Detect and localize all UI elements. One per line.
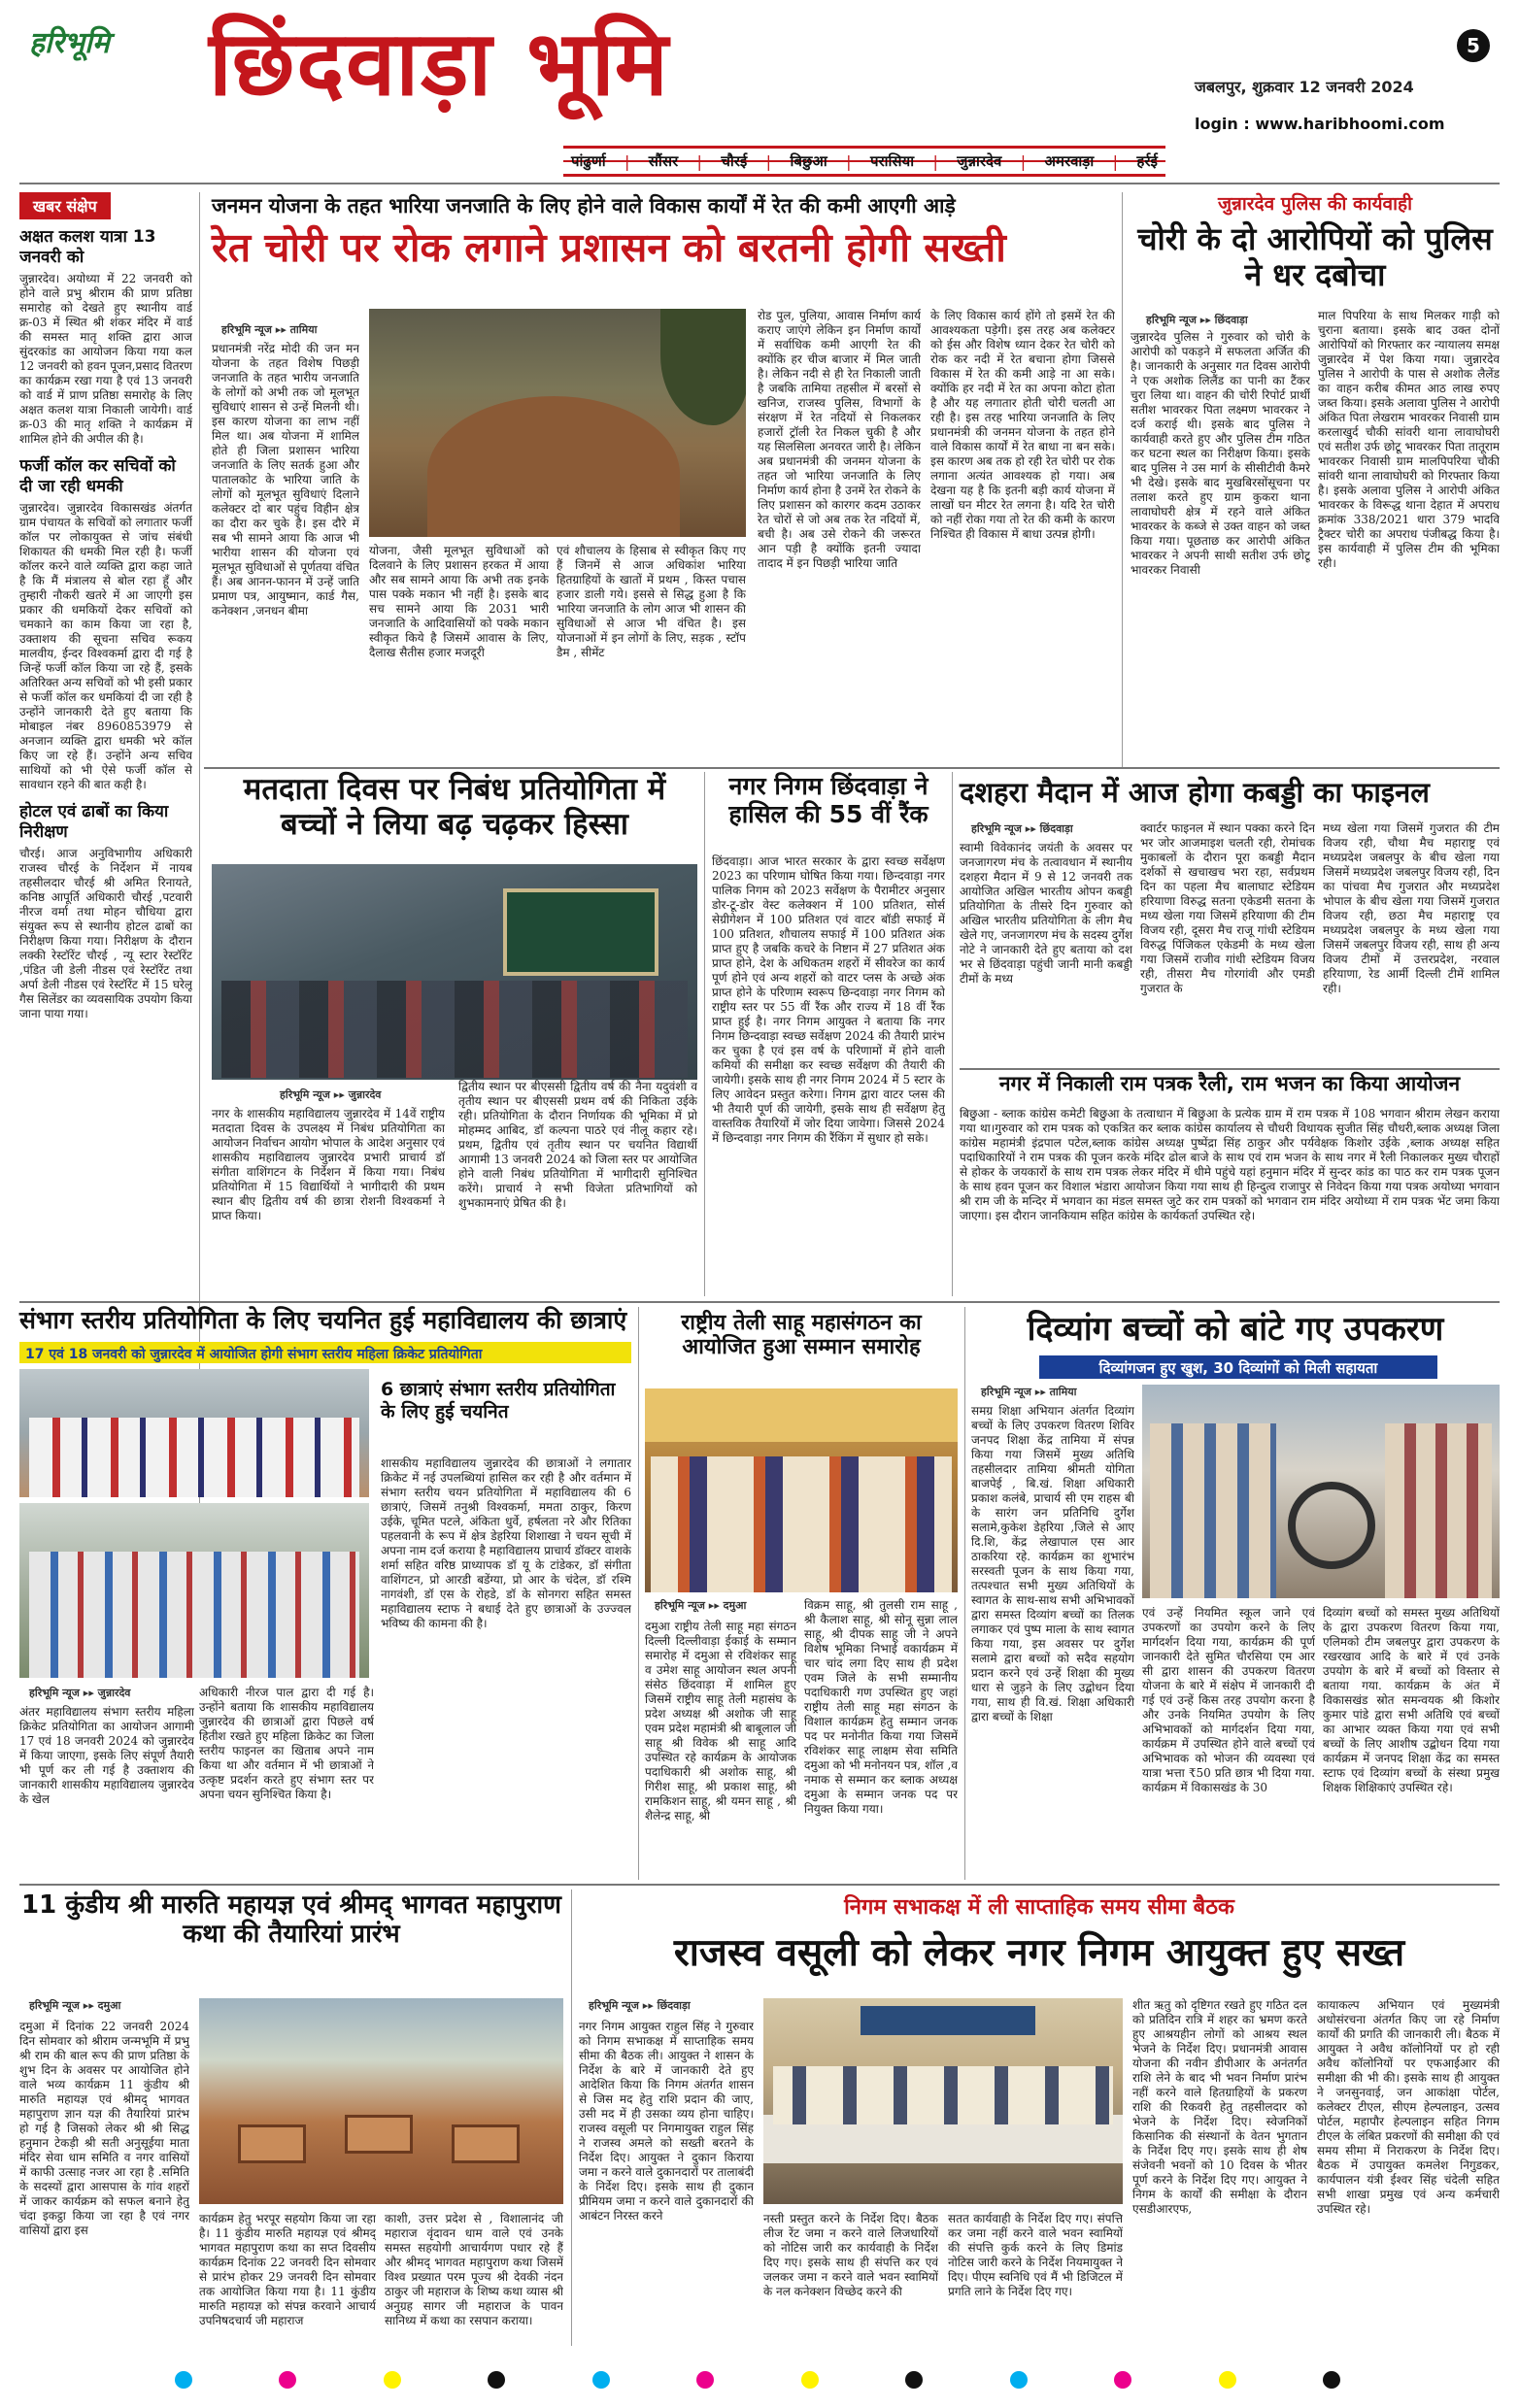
photo-meeting-banner <box>861 2006 1035 2035</box>
masthead <box>0 0 1519 141</box>
photo-students <box>221 981 688 1078</box>
teli-text-col1: दमुआ राष्ट्रीय तेली साहू महा संगठन दिल्ली दिल्लीवाड़ा ईकाई के सम्मान समारोह में दमुआ से रविशंकर साहू व उमेश साहू आयोजन स्थल अपनी संसेठ छिंदवाड़ा में शामिल हुए जिसमें राष्ट्रीय साहू तेली महासंघ के प्रदेश अध्यक्ष श्री अशोक जी साहू एवम प्रदेश महामंत्री श्री बाबूलाल जी साहू श्री विवेक श्री साहू आदि उपस्थित रहे कार्यक्रम के आयोजक पदाधिकारी श्री अशोक साहू, श्री गिरीश साहू, श्री प्रकाश साहू, श्री रामकिशन साहू, श्री यमन साहू , श्री शैलेन्द्र साहू, श्री <box>645 1620 796 1823</box>
column-rule <box>571 1890 572 2346</box>
cricket-text-col1: अंतर महाविद्यालय संभाग स्तरीय महिला क्रिकेट प्रतियोगिता का आयोजन आगामी 17 एवं 18 जनवरी 2024 को जुन्नारदेव में किया जाएगा, इसके लिए संपूर्ण तैयारी भी पूर्ण कर ली गई है उक्ताशय की जानकारी शासकीय महाविद्यालय जुन्नारदेव के खेल <box>19 1705 194 1806</box>
essay-byline: हरिभूमि न्यूज ▸▸ जुन्नारदेव <box>280 1088 382 1101</box>
column-rule <box>1122 192 1123 767</box>
revenue-text-col4: शीत ऋतु को दृष्टिगत रखते हुए गठित दल को प्रतिदिन रात्रि में शहर का भ्रमण करते हुए आश्रयहीन लोगों को आश्रय स्थल भेजने के निर्देश दिए। प्रधानमंत्री आवास योजना की नवीन डीपीआर के अनंतर्गत राशि लेने के बाद भी भवन निर्माण प्रारंभ नहीं करने वाले हितग्राहियों के प्रकरण राशि की रिकवरी हेतु तहसीलदार को भेजने के निर्देश दिए। स्वेजनिकों किसानिक की संस्थानों के वेतन भुगतान के निर्देश दिए गए। इसके साथ ही शेष संजेवनी भवनों को 10 दिवस के भीतर पूर्ण करने के निर्देश दिए गए। आयुक्त ने निगम के कार्यों की समीक्षा के दौरान एसडीआरएफ, <box>1132 1998 1307 2216</box>
cricket-photo-bottom <box>19 1503 369 1678</box>
cricket-photo-top <box>19 1369 369 1497</box>
photo-attendees <box>773 2066 1113 2124</box>
masthead-bottom-rule <box>19 183 1500 184</box>
photo-group <box>651 1456 952 1592</box>
police-headline: चोरी के दो आरोपियों को पुलिस ने धर दबोचा <box>1137 220 1493 293</box>
photo-banner <box>645 1388 958 1442</box>
town-link[interactable]: चौरई <box>721 152 748 170</box>
lead-text-col1: प्रधानमंत्री नरेंद्र मोदी की जन मन योजना के तहत विशेष पिछड़ी जनजाति के तहत भारीय जनजाति के लोगों को अभी तक जो मूलभूत सुविधाएं शासन से उन्हें मिलनी थी। इस कारण योजना का लाभ नहीं मिल था। अब योजना में शामिल होते ही जिला प्रशासन भारिया जनजाति के लिए सतर्क हुआ और पातालकोट के भारिया जाति के लोगों को मूलभूत सुविधाएं दिलाने कलेक्टर दो बार पहुंच विहीन क्षेत्र का दौरा कर चुके है। इस दौरे में सब भी सामने आया कि आज भी भारीया शासन की योजना एवं मूलभूत सुविधाओं से पूर्णतया वंचित हैं। अब आनन-फानन में उन्हें जाति प्रमाण पत्र, आयुष्मान, कार्ड गैस, कनेक्शन ,जनधन बीमा <box>212 342 359 618</box>
brand-logo[interactable]: हरिभूमि <box>29 26 110 60</box>
lead-text-col4: रोड पुल, पुलिया, आवास निर्माण कार्य कराए जाएंगे लेकिन इन निर्माण कार्यों में सर्वाधिक कमी आएगी रेत की क्योंकि हर चीज बाजार में मिल जाती है। लेकिन नदी से ही रेत निकाली जाती है जबकि तामिया तहसील में बरसों से खनिज, राजस्व पुलिस, विभागों के संरक्षण में रेत नदियों से निकलकर हजारों ट्रॉली रेत निकल चुकी है और यह सिलसिला अनवरत जारी है। लेकिन अब प्रधानमंत्री की जनमन योजना के तहत जो भारिया जनजाति के लिए निर्माण कार्य होना है उनमें रेत रोकने के लिए प्रशासन को कारगर कदम उठाकर रेत चोरों से जो अब तक रेत नदियों में, बची है। अब उसे रोकने की जरूरत आन पड़ी है क्योंकि इतनी ज्यादा तादाद में इन पिछड़ी भारिया जाति <box>758 309 921 570</box>
photo-players <box>29 1418 359 1497</box>
row-rule <box>204 767 1500 769</box>
divyang-photo <box>1142 1385 1500 1598</box>
divyang-byline: हरिभूमि न्यूज ▸▸ तामिया <box>981 1386 1077 1398</box>
photo-attendees <box>1385 1423 1492 1598</box>
cricket-headline: संभाग स्तरीय प्रतियोगिता के लिए चयनित हुई महाविद्यालय की छात्राएं <box>19 1306 627 1334</box>
brief-text: चौरई। आज अनुविभागीय अधिकारी राजस्व चौरई के निर्देशन में नायब तहसीलदार चौरई श्री अमित रिनायते, कनिष्ठ आपूर्ति अधिकारी चौरई ,पटवारी नीरज वर्मा तथा मोहन चौधिया द्वारा संयुक्त रूप से स्थानीय होटल ढाबों का निरीक्षण किया गया। निरीक्षण के दौरान लक्की रेस्टॉरेंट चौरई , न्यू स्टार रेस्टॉरेंट ,पंडित जी डेली नीडस एवं रेस्टॉरेंट तथा अर्पा डेली नीडस एवं रेस्टॉरेंट में 15 घरेलू गैस सिलेंडर का व्यवसायिक उपयोग किया जाना पाया गया। <box>19 847 192 1020</box>
maruti-photo <box>199 1998 563 2204</box>
registration-dot <box>279 2371 296 2389</box>
kabaddi-headline: दशहरा मैदान में आज होगा कबड्डी का फाइनल <box>960 776 1430 809</box>
cricket-byline: हरिभूमि न्यूज ▸▸ जुन्नारदेव <box>29 1687 131 1699</box>
police-text-col1: जुन्नारदेव पुलिस ने गुरुवार को चोरी के आरोपी को पकड़ने में सफलता अर्जित की है। जानकारी के अनुसार गत दिवस आरोपी ने एक अशोक लिलैंड का पानी का टैंकर चुरा लिया था। वाहन की चोरी रिपोर्ट प्रार्थी सतीश भावरकर पिता लक्ष्मण भावरकर ने दर्ज कराई थी। इसके बाद पुलिस ने कार्यवाही करते हुए और पुलिस टीम गठित कर घटना स्थल का निरीक्षण किया। इसके बाद पुलिस ने उस मार्ग के सीसीटीवी कैमरे भी देखे। इसके बाद मुखबिरसोंसूचना पर तलाश करते हुए ग्राम कुकरा थाना लावाघोघरी क्षेत्र में रहने वाले अंकित भावरकर के कब्जे से उक्त वाहन को जब्त किया गया। पूछताछ कर आरोपी अंकित भावरकर ने अपनी साथी सतीश उर्फ छोटू भावरकर निवासी <box>1131 330 1310 577</box>
login-link[interactable]: login : www.haribhoomi.com <box>1195 115 1445 133</box>
divyang-tagline: दिव्यांगजन हुए खुश, 30 दिव्यांगों को मिली सहायता <box>1098 1359 1378 1377</box>
registration-dot <box>696 2371 714 2389</box>
police-kicker: जुन्नारदेव पुलिस की कार्यवाही <box>1217 193 1413 215</box>
row-rule <box>19 1884 1500 1886</box>
photo-yagna-kund <box>452 2124 520 2163</box>
teli-headline: राष्ट्रीय तेली साहू महासंगठन का आयोजित हुआ सम्मान समारोह <box>681 1311 922 1360</box>
revenue-photo <box>763 1998 1123 2204</box>
ranking-text: छिंदवाड़ा। आज भारत सरकार के द्वारा स्वच्छ सर्वेक्षण 2023 का परिणाम घोषित किया गया। छिन्दवाड़ा नगर पालिक निगम को 2023 सर्वेक्षण के पैरामीटर अनुसार डोर-टू-डोर वेस्ट कलेक्शन में 100 प्रतिशत, सोर्स सेग्रीगेशन में 100 प्रतिशत एवं वाटर बॉडी सफाई में 100 प्रतिशत, शौचालय सफाई में 100 प्रतिशत अंक प्राप्त हुए है जबकि कचरे के निष्टान में 27 प्रतिशत अंक प्राप्त होने, देश के अधिकतम शहरों में सीवरेज का कार्य पूर्ण होने एवं अन्य शहरों को वाटर प्लस के अच्छे अंक प्राप्त होने के परिणाम स्वरूप छिन्दवाड़ा नगर निगम को राष्ट्रीय स्तर पर 55 वीं रैंक और राज्य में 18 वीं रैंक प्राप्त हुई है। नगर निगम आयुक्त ने बताया कि नगर निगम छिन्दवाड़ा स्वच्छ सर्वेक्षण 2024 की तैयारी प्रारंभ कर चुका है एवं इस वर्ष के परिणामों में होने वाली कमियों की समीक्षा कर स्वच्छ सर्वेक्षण की तैयारी की जायेगी। इसके साथ ही नगर निगम 2024 में 5 स्टार के लिए आवेदन प्रस्तुत करेगा। निगम द्वारा वाटर प्लस की भी तैयारी पूर्ण की जायेगी, इसके साथ ही सर्वेक्षण हेतु वास्तविक तैयारियों में जोर दिया जायेगा। जिससे 2024 में छिन्दवाड़ा नगर निगम की रैंकिंग में सुधार हो सके। <box>712 854 945 1145</box>
revenue-text-col1: नगर निगम आयुक्त राहुल सिंह ने गुरुवार को निगम सभाकक्ष में साप्ताहिक समय सीमा की बैठक ली। आयुक्त ने शासन के निर्देश के बारे में जानकारी देते हुए आदेशित किया कि निगम अंतर्गत शासन से जिस मद हेतु राशि प्रदान की जाए, उसी मद में ही उसका व्यय होना चाहिए। राजस्व वसूली पर निगमायुक्त राहुल सिंह ने राजस्व अमले को सख्ती बरतने के निर्देश दिए। आयुक्त ने दुकान किराया जमा न करने वाले दुकानदारों पर तालाबंदी के निर्देश दिए। इसके साथ ही दुकान प्रीमियम जमा न करने वाले दुकानदारों की आबंटन निरस्त करने <box>579 2020 754 2223</box>
column-rule <box>704 772 705 1296</box>
registration-dot <box>1323 2371 1340 2389</box>
lead-text-col3: एवं शौचालय के हिसाब से स्वीकृत किए गए हैं जिनमें से आज अधिकांश भारिया हितग्राहियों के खातों में प्रथम , किस्त पचास हजार डाली गये। इससे से सिद्ध हुआ है कि भारिया जनजाति के लोग आज भी शासन की सुविधाओं से आज भी वंचित है। इस योजनाओं में इन लोगों के लिए, सड़क , स्टॉप डैम , सीमेंट <box>557 544 746 659</box>
row-rule <box>19 1301 1500 1303</box>
photo-yagna-kund <box>345 2115 413 2154</box>
revenue-text-col3: सतत कार्यवाही के निर्देश दिए गए। संपत्ति कर जमा नहीं करने वाले भवन स्वामियों की संपत्ति कुर्क करने के लिए डिमांड नोटिस जारी करने के निर्देश नियमायुक्त ने दिए। पीएम स्वनिधि एवं मैं भी डिजिटल में प्रगति लाने के निर्देश दिए गए। <box>948 2212 1123 2298</box>
divyang-text-col1: समग्र शिक्षा अभियान अंतर्गत दिव्यांग बच्चों के लिए उपकरण वितरण शिविर जनपद शिक्षा केंद्र तामिया में संपन्न किया गया जिसमें मुख्य अतिथि तहसीलदार तामिया श्रीमती योगिता बाजपेई , बि.खं. शिक्षा अधिकारी प्रकाश कलंबे, प्राचार्य सी एम राहस बी के सारंग जन प्रतिनिधि दुर्गेश सलामे,कुकेश डेहरिया ,जिले से आए दि.शि, केंद्र लेखापाल एस आर ठाकरिया रहे. कार्यक्रम का शुभारंभ सरस्वती पूजन के साथ किया गया, तत्पश्चात सभी मुख्य अतिथियों के स्वागत के साथ-साथ सभी अभिभावकों द्वारा समस्त दिव्यांग बच्चों का तिलक लगाकर एवं पुष्प माला के साथ स्वागत किया गया, इस अवसर पर दुर्गेश सलामे द्वारा बच्चों को सदैव सहयोग प्रदान करने एवं उन्हें शिक्षा की मुख्य धारा से जुड़ने के लिए उद्बोधन दिया गया, साथ ही वि.खं. शिक्षा अधिकारी द्वारा बच्चों के शिक्षा <box>971 1404 1134 1723</box>
town-link[interactable]: परासिया <box>869 152 915 170</box>
brief-title: होटल एवं ढाबों का किया निरीक्षण <box>19 802 169 842</box>
kabaddi-byline: हरिभूमि न्यूज ▸▸ छिंदवाड़ा <box>971 822 1073 835</box>
cricket-text-col2: अधिकारी नीरज पाल द्वारा दी गई है। उन्होंने बताया कि शासकीय महाविद्यालय जुन्नारदेव की छात्राओं द्वारा पिछले वर्ष हितीश रखते हुए महिला क्रिकेट का जिला स्तरीय फाइनल का खिताब अपने नाम किया था और वर्तमान में भी छात्राओं ने उत्कृष्ट प्रदर्शन करते हुए संभाग स्तर पर अपना चयन सुनिश्चित किया है। <box>199 1686 374 1801</box>
revenue-text-col5: कायाकल्प अभियान एवं मुख्यमंत्री अधोसंरचना अंतर्गत किए जा रहे निर्माण कार्यों की प्रगति की जानकारी ली। बैठक में आयुक्त ने अवैध कॉलोनियों पर हो रही अवैध कॉलोनियों पर एफआईआर की समीक्षा की भी की। इसके साथ ही आयुक्त ने जनसुनवाई, जन आकांक्षा पोर्टल, कलेक्टर टीएल, सीएम हेल्पलाइन, उत्सव पोर्टल, महापौर हेल्पलाइन सहित निगम टीएल के लंबित प्रकरणों की समीक्षा की एवं समय सीमा में निराकरण के निर्देश दिए। बैठक में उपायुक्त कमलेश निगुडकर, कार्यपालन यंत्री ईश्वर सिंह चंदेली सहित सभी शाखा प्रमुख एवं अन्य कर्मचारी उपस्थित रहे। <box>1317 1998 1500 2216</box>
photo-yagna-kund <box>238 2124 306 2163</box>
edition-date: जबलपुर, शुक्रवार 12 जनवरी 2024 <box>1195 78 1414 96</box>
police-byline: हरिभूमि न्यूज ▸▸ छिंदवाड़ा <box>1146 314 1248 326</box>
divyang-text-col2: एवं उन्हें नियमित स्कूल जाने एवं उपकरणों का उपयोग करने के लिए मार्गदर्शन दिया गया, कार्यक्रम की पूर्ण जानकारी देते सुमित चौरसिया एम आर सी द्वारा शासन की उपकरण वितरण योजना के बारे में संक्षेप में जानकारी दी गई एवं उन्हें किस तरह उपयोग करना है और उनके नियमित उपयोग के लिए अभिभावकों को मार्गदर्शन दिया गया, कार्यक्रम में उपस्थित होने वाले बच्चों एवं अभिभावक को भोजन की व्यवस्था एवं यात्रा भत्ता ₹50 प्रति छात्र भी दिया गया. कार्यक्रम में विकासखंड के 30 <box>1142 1606 1315 1794</box>
teli-text-col2: विक्रम साहू, श्री तुलसी राम साहू , श्री कैलाश साहू, श्री सोनू सुन्ना लाल साहू, श्री दीपक साहू जी ने अपने विशेष भूमिका निभाई वकार्यक्रम में चार चांद लगा दिए साथ ही प्रदेश एवम जिले के सभी सम्मानीय पदाधिकारी गण उपस्थित हुए जहां राष्ट्रीय तेली साहू महा संगठन के विशाल कार्यक्रम हेतु सम्मान जनक पद पर मनोनीत किया गया जिसमें रविशंकर साहू लाक्षम सेवा समिति दमुआ को भी मनोनयन पत्र, शॉल ,व नमाक से सम्मान कर ब्लाक अध्यक्ष दमुआ के सम्मान जनक पद पर नियुक्त किया गया। <box>804 1598 958 1816</box>
registration-dot <box>1114 2371 1131 2389</box>
column-rule <box>952 772 953 1296</box>
town-link[interactable]: जुन्नारदेव <box>957 152 1002 170</box>
lead-text-col2: योजना, जैसी मूलभूत सुविधाओं को दिलवाने के लिए प्रशासन हरकत में आया और सब सामने आया कि अभी तक इनके पास पक्के मकान भी नहीं है। इसके बाद सच सामने आया कि 2031 भारी जनजाति के आदिवासियों को पक्के मकान स्वीकृत किये है जिसमें आवास के लिए, दैलाख सैतीस हजार मजदूरी <box>369 544 549 659</box>
town-nav: पांढुर्णा | सौंसर | चौरई | बिछुआ | परासिया | जुन्नारदेव | अमरवाड़ा | हर्रई <box>563 146 1165 177</box>
registration-dot <box>905 2371 923 2389</box>
brief-text: जुन्नारदेव। अयोध्या में 22 जनवरी को होने वाले प्रभु श्रीराम की प्राण प्रतिष्ठा समारोह को देखते हुए स्थानीय वार्ड क्र-03 में स्थित श्री शंकर मंदिर में वार्ड की समस्त मातृ शक्ति द्वारा आज सुंदरकांड का आयोजन किया गया कल 12 जनवरी को हवन पूजन,प्रसाद वितरण का कार्यक्रम रखा गया है एवं 13 जनवरी को वार्ड में प्राण प्रतिष्ठा समारोह के लिए अक्षत कलश यात्रा निकाली जायेगी। वार्ड क्र-03 की मातृ शक्ति ने कार्यक्रम में शामिल होने की अपील की है। <box>19 272 192 446</box>
maruti-text-col1: दमुआ में दिनांक 22 जनवरी 2024 दिन सोमवार को श्रीराम जन्मभूमि में प्रभु श्री राम की बाल रूप की प्राण प्रतिष्ठा के शुभ दिन के अवसर पर आयोजित होने वाले भव्य कार्यक्रम 11 कुंडीय श्री मारुति महायज्ञ एवं श्रीमद् भागवत महापुराण ज्ञान यज्ञ की तैयारियां प्रारंभ हो गई है जिसको लेकर श्री श्री सिद्ध हनुमान टेकड़ी श्री सती अनुसूईया माता मंदिर सेवा धाम समिति व नगर वासियों में काफी उत्साह नजर आ रहा है .समिति के सदस्यों द्वारा आसपास के गांव शहरों में जाकर कार्यक्रम को सफल बनाने हेतु चंदा इकट्ठा किया जा रहा है एवं नगर वासियों द्वारा इस <box>19 2020 189 2237</box>
brief-title: फर्जी कॉल कर सचिवों को दी जा रही धमकी <box>19 456 176 496</box>
teli-byline: हरिभूमि न्यूज ▸▸ दमुआ <box>655 1599 747 1612</box>
column-rule <box>638 1307 639 1880</box>
registration-dot <box>1219 2371 1236 2389</box>
divyang-headline: दिव्यांग बच्चों को बांटे गए उपकरण <box>1027 1310 1444 1349</box>
maruti-byline: हरिभूमि न्यूज ▸▸ दमुआ <box>29 1999 121 2012</box>
brief-title: अक्षत कलश यात्रा 13 जनवरी को <box>19 227 156 267</box>
photo-whiteboard <box>503 888 658 976</box>
cricket-text-col3: शासकीय महाविद्यालय जुन्नारदेव की छात्राओं ने लगातार क्रिकेट में नई उपलब्धियां हासिल कर रही है और वर्तमान में संभाग स्तरीय चयन प्रतियोगिता में महाविद्यालय की 6 छात्राएं, जिसमें तनुश्री विश्वकर्मा, ममता ठाकुर, किरण उईके, चूमित पटले, अंकिता धुर्वे, हर्षलता नरे और रितिका पहलवानी के रूप में क्षेत्र डेहरिया शिशाखा ने चयन सूची में अपना नाम दर्ज कराया है महाविद्यालय प्राचार्य डॉक्टर वाशके शर्मा सहित वरिष्ठ प्राध्यापक डॉ यू के टांडेकर, डॉ संगीता वाशिंगटन, प्रो आरडी बडेंग्या, प्रो आर के चंदेल, डॉ रश्मि नागवंशी, डॉ एस के रोहडे, डॉ के सोनगरा सहित समस्त महाविद्यालय स्टाफ ने बधाई देते हुए छात्राओं के उज्ज्वल भविष्य की कामना की है। <box>381 1456 631 1630</box>
rally-text: बिछुआ - ब्लाक कांग्रेस कमेटी बिछुआ के तत्वाधान में बिछुआ के प्रत्येक ग्राम में राम पत्रक में 108 भगवान श्रीराम लेखन कराया गया था।गुरुवार को राम पत्रक को एकत्रित कर ब्लाक कांग्रेस कार्यालय से चौधरी विधायक सुजीत सिंह चौधरी,ब्लाक अध्यक्ष जिला कांग्रेस महामंत्री इंद्रपाल पटेल,ब्लाक कांग्रेस अध्यक्ष पुष्पेंद्रा सिंह ठाकुर और पर्यवेक्षक किशोर उईके ,ब्लाक अध्यक्ष सहित पदाधिकारियों ने राम पत्रक की पूजन करके मंदिर ढोल बाजे के साथ एवं राम भजन के साथ नगर में रैली निकालकर मुख्य चौराहों से होकर के जयकारों के साथ राम पत्रक लेकर मंदिर में धीमे पहुंचे यहां हनुमान मंदिर में सुन्दर कांड का पाठ कर राम पत्रक पूजन के साथ हवन पूजन कर विशाल भंडारा आयोजन किया गया साथ ही हिन्दुत्व राजापुर से निवेदन किया गया पत्रक अयोध्या भगवान श्री राम जी के मन्दिर में भगवान का मंडल समस्त जुटे कर राम पत्रकों को भगवान राम मंदिर अयोध्या में राम पत्रक भेंट जमा किया जाएगा। इस दौरान जानकियाम सहित कांग्रेस के कार्यकर्ता उपस्थित रहे। <box>960 1107 1500 1222</box>
photo-tree <box>660 309 746 425</box>
kabaddi-text-col1: स्वामी विवेकानंद जयंती के अवसर पर जनजागरण मंच के तत्वावधान में स्थानीय दशहरा मैदान में 9 से 12 जनवरी तक आयोजित अखिल भारतीय ओपन कबड्डी प्रतियोगिता के तीसरे दिन गुरुवार को अखिल भारतीय प्रतियोगिता के लीग मैच खेले गए, जनजागरण मंच के सदस्य दुर्गेश नोटे ने जानकारी देते हुए बताया को दश भर से छिंदवाड़ा पहुंची जानी मानी कबड्डी टीमों के मध्य <box>960 841 1132 986</box>
revenue-byline: हरिभूमि न्यूज ▸▸ छिंदवाड़ा <box>589 1999 691 2012</box>
revenue-kicker: निगम सभाकक्ष में ली साप्ताहिक समय सीमा बैठक <box>844 1895 1234 1920</box>
lead-byline: हरिभूमि न्यूज ▸▸ तामिया <box>221 323 318 336</box>
maruti-text-col2: कार्यक्रम हेतु भरपूर सहयोग किया जा रहा है। 11 कुंडीय मारुति महायज्ञ एवं श्रीमद् भागवत महापुराण कथा का सप्त दिवसीय कार्यक्रम दिनांक 22 जनवरी दिन सोमवार से प्रारंभ होकर 29 जनवरी दिन सोमवार तक आयोजित किया गया है। 11 कुंडीय मारुति महायज्ञ को संपन्न करवाने आचार्य उपनिषदचार्य जी महाराज <box>199 2212 376 2327</box>
cricket-subhead: 6 छात्राएं संभाग स्तरीय प्रतियोगिता के लिए हुई चयनित <box>381 1379 616 1422</box>
essay-text-col2: द्वितीय स्थान पर बीएससी द्वितीय वर्ष की नैना यदुवंशी व तृतीय स्थान पर बीएससी प्रथम वर्ष की निकिता उईके रही। प्रतियोगिता के दौरान निर्णायक की भूमिका में प्रो मोहम्मद आबिद, डॉ कल्पना पाठरे एवं नीलू कहार रहे। प्रथम, द्वितीय एवं तृतीय स्थान पर चयनित विद्यार्थी आगामी 13 जनवरी 2024 को जिला स्तर पर आयोजित होने वाली निबंध प्रतियोगिता में भागीदारी सुनिश्चित करेंगे। प्राचार्य ने सभी विजेता प्रतिभागियों को शुभकामनाएं प्रेषित की है। <box>458 1080 697 1210</box>
lead-photo <box>369 309 746 537</box>
town-link[interactable]: हर्रई <box>1136 152 1158 170</box>
police-text-col2: माल पिपरिया के साथ मिलकर गाड़ी को चुराना बताया। इसके बाद उक्त दोनों आरोपियों को गिरफ्तार कर न्यायालय समक्ष जुन्नारदेव में पेश किया गया। जुन्नारदेव पुलिस ने आरोपी के पास से अशोक लैलेंड का वाहन करीब कीमत आठ लाख रुपए जब्त किया। इसके अलावा पुलिस ने आरोपी अंकित पिता लेखराम भावरकर निवासी ग्राम करलाखुर्द चौकी सांवरी थाना लावाघोघरी एवं सतीश उर्फ छोटू भावरकर पिता तातूराम भावरकर निवासी ग्राम मालपिपरिया चौकी सांवरी थाना लावाघोघरी को गिरफ्तार किया है। इसके अलावा पुलिस ने आरोपी अंकित भावरकर के विरूद्ध थाना देहात में अपराध क्रमांक 338/2021 धारा 379 भादवि ट्रैक्टर चोरी का अपराध पंजीबद्ध किया है। इस कार्यवाही में पुलिस टीम की भूमिका रही। <box>1318 309 1500 570</box>
ranking-headline: नगर निगम छिंदवाड़ा ने हासिल की 55 वीं रैंक <box>728 772 928 828</box>
registration-dot <box>384 2371 401 2389</box>
revenue-text-col2: नस्ती प्रस्तुत करने के निर्देश दिए। बैठक लीज रेंट जमा न करने वाले लिजधारियों को नोटिस जारी कर कार्यवाही के निर्देश दिए गए। इसके साथ ही संपत्ति कर एवं जलकर जमा न करने वाले भवन स्वामियों के नल कनेक्शन विच्छेद करने की <box>763 2212 938 2298</box>
registration-dot <box>801 2371 819 2389</box>
page-number-badge <box>1457 29 1490 62</box>
divyang-text-col3: दिव्यांग बच्चों को समस्त मुख्य अतिथियों के द्वारा उपकरण वितरण किया गया, एलिमको टीम जबलपुर द्वारा उपकरण के रखरखाव आदि के बारे में एवं उनके उपयोग के बारे में बच्चों को विस्तार से बताया गया. कार्यक्रम के अंत में विकासखंड स्रोत समन्वयक श्री किशोर कुमार पांडे द्वारा सभी अतिथि एवं बच्चों का आभार व्यक्त किया गया एवं सभी बच्चों के लिए आशीष उद्बोधन दिया गया कार्यक्रम में जनपद शिक्षा केंद्र का समस्त स्टाफ एवं दिव्यांग बच्चों के संस्था प्रमुख शिक्षक शिक्षिकाएं उपस्थित रहे। <box>1323 1606 1500 1794</box>
teli-photo <box>645 1388 958 1592</box>
kabaddi-text-col2: क्वार्टर फाइनल में स्थान पक्का करने दिन भर जोर आजमाइश चलती रही, रोमांचक मुकाबलों के दौरान पूरा कबड्डी मैदान दर्शकों से खचाखच भरा रहा, सर्वप्रथम दिन का पहला मैच बालाघाट स्टेडियम हरियाणा विरुद्ध सतना एकेडमी सतना के मध्य खेला गया जिसमें हरियाणा की टीम विजय रही, दूसरा मैच राजू गांधी स्टेडियम विरुद्ध पिंजिकल एकेडमी के मध्य खेला गया जिसमें राजीव गांधी स्टेडियम विजय रही, तीसरा मैच गोरगांवी और एमडी गुजरात के <box>1140 821 1315 995</box>
town-link[interactable]: बिछुआ <box>790 152 827 170</box>
brief-label: खबर संक्षेप <box>19 192 111 219</box>
photo-wheelchair <box>1288 1482 1375 1569</box>
lead-kicker: जनमन योजना के तहत भारिया जनजाति के लिए होने वाले विकास कार्यों में रेत की कमी आएगी आड़े <box>212 194 956 217</box>
edition-title: छिंदवाड़ा भूमि <box>209 12 670 116</box>
registration-dot <box>488 2371 505 2389</box>
town-link[interactable]: पांढुर्णा <box>571 152 606 170</box>
revenue-headline: राजस्व वसूली को लेकर नगर निगम आयुक्त हुए सख्त <box>673 1931 1405 1975</box>
town-link[interactable]: अमरवाड़ा <box>1044 152 1095 170</box>
registration-dot <box>592 2371 610 2389</box>
town-link[interactable]: सौंसर <box>648 152 679 170</box>
lead-text-col5: के लिए विकास कार्य होंगे तो इसमें रेत की आवश्यकता पड़ेगी। इस तरह अब कलेक्टर को ईस और विशेष ध्यान देकर रेत चोरी को रोक कर नदी में रेत बचाना होगा जिससे विकास में रेत की कमी आड़े ना आ सके। क्योंकि हर नदी में रेत का अपना कोटा होता है और यह लगातार होती चोरी चलती आ रही है। इस तरह भारिया जनजाति के लिए प्रधानमंत्री की जनमन योजना के तहत होने वाले विकास कार्यों में रेत बाधा ना बन सके। इस कारण अब तक हो रही रेत चोरी पर रोक लगाना अत्यंत आवश्यक हो गया। अब देखना यह है कि इतनी बड़ी कार्य योजना में लाखों घन मीटर रेत लगना है। यदि रेत चोरी को नहीं रोका गया तो रेत की कमी के कारण निश्चित ही विकास में बाधा उत्पन्न होगी। <box>930 309 1115 541</box>
photo-team <box>29 1552 359 1678</box>
lead-headline: रेत चोरी पर रोक लगाने प्रशासन को बरतनी होगी सख्ती <box>212 224 1006 271</box>
essay-photo <box>212 864 697 1080</box>
registration-dot <box>1010 2371 1028 2389</box>
essay-text-col1: नगर के शासकीय महाविद्यालय जुन्नारदेव में 14वें राष्ट्रीय मतदाता दिवस के उपलक्ष्य में निबंध प्रतियोगिता का आयोजन निर्वाचन आयोग भोपाल के आदेश अनुसार एवं शासकीय महाविद्यालय जुन्नारदेव प्रभारी प्राचार्य डॉ संगीता वाशिंगटन के निर्देशन में किया गया। निबंध प्रतियोगिता में 15 विद्यार्थियों ने भागीदारी की प्रथम स्थान बीए द्वितीय वर्ष की छात्रा रोशनी विश्वकर्मा ने प्राप्त किया। <box>212 1107 445 1222</box>
maruti-text-col3: काशी, उत्तर प्रदेश से , विशालानंद जी महाराज वृंदावन धाम वाले एवं उनके समस्त सहयोगी आचार्यगण पधार रहे हैं और श्रीमद् भागवत महापुराण कथा जिसमें विश्व प्रख्यात परम पूज्य श्री देवकी नंदन ठाकुर जी महाराज के शिष्य कथा व्यास श्री अनुग्रह सागर जी महाराज के पावन सानिध्य में कथा का रसपान कराया। <box>385 2212 563 2327</box>
rally-headline: नगर में निकाली राम पत्रक रैली, राम भजन का किया आयोजन <box>998 1072 1461 1095</box>
print-registration-bar <box>175 2369 1340 2391</box>
essay-headline: मतदाता दिवस पर निबंध प्रतियोगिता में बच्चों ने लिया बढ़ चढ़कर हिस्सा <box>243 772 666 842</box>
photo-sand-mound <box>427 396 680 537</box>
kabaddi-text-col3: मध्य खेला गया जिसमें गुजरात की टीम विजय रही, चौथा मैच महाराष्ट्र एवं मध्यप्रदेश जबलपुर के बीच खेला गया जिसमें मध्यप्रदेश जबलपुर विजय रही, दिन का पांचवा मैच गुजरात और मध्यप्रदेश भोपाल के बीच खेला गया जिसमें गुजरात विजय रही, छठा मैच महाराष्ट्र एव मध्यप्रदेश जबलपुर के मध्य खेला गया जिसमें जबलपुर विजय रही, साथ ही अन्य विजय टीमों में उत्तरप्रदेश, नरवाल हरियाणा, रेड आर्मी दिल्ली टीमें शामिल रही। <box>1323 821 1500 995</box>
cricket-tagline: 17 एवं 18 जनवरी को जुन्नारदेव में आयोजित होगी संभाग स्तरीय महिला क्रिकेट प्रतियोगिता <box>25 1347 483 1362</box>
photo-attendees <box>1150 1423 1276 1598</box>
registration-dot <box>175 2371 192 2389</box>
column-rule <box>964 1307 965 1880</box>
brief-text: जुन्नारदेव। जुन्नारदेव विकासखंड अंतर्गत ग्राम पंचायत के सचिवों को लगातार फर्जी कॉल पर लोकायुक्त से जांच संबंधी शिकायत की धमकी मिल रही है। फर्जी कॉलर करने वाले व्यक्ति द्वारा कहा जाते है कि मैं मंत्रालय से बोल रहा हूँ और तुम्हारी नौकरी खतरे में आ जाएगी इस प्रकार की धमकियों देकर सचिवों को चमकाने का काम किया जा रहा है, उक्ताशय की सूचना सचिव रूकय मालवीय, ईन्दर विश्वकर्मा द्वारा दी गई है जिन्हें फर्जी कॉल किया जा रहे हैं, इसके अतिरिक्त अन्य सचिवों को भी इसी प्रकार से फर्जी कॉल कर धमकियां दी जा रही है उन्होंने जानकारी देते हुए बताया कि मोबाइल नंबर 8960853979 से अनजान व्यक्ति द्वारा धमकी भरे कॉल किए जा रहे हैं। उन्होंने अन्य सचिव साथियों को भी ऐसे फर्जी कॉल से सावधान रहने की बात कही है। <box>19 501 192 791</box>
page-number: 5 <box>1467 34 1480 57</box>
maruti-headline: 11 कुंडीय श्री मारुति महायज्ञ एवं श्रीमद् भागवत महापुराण कथा की तैयारियां प्रारंभ <box>21 1890 561 1949</box>
